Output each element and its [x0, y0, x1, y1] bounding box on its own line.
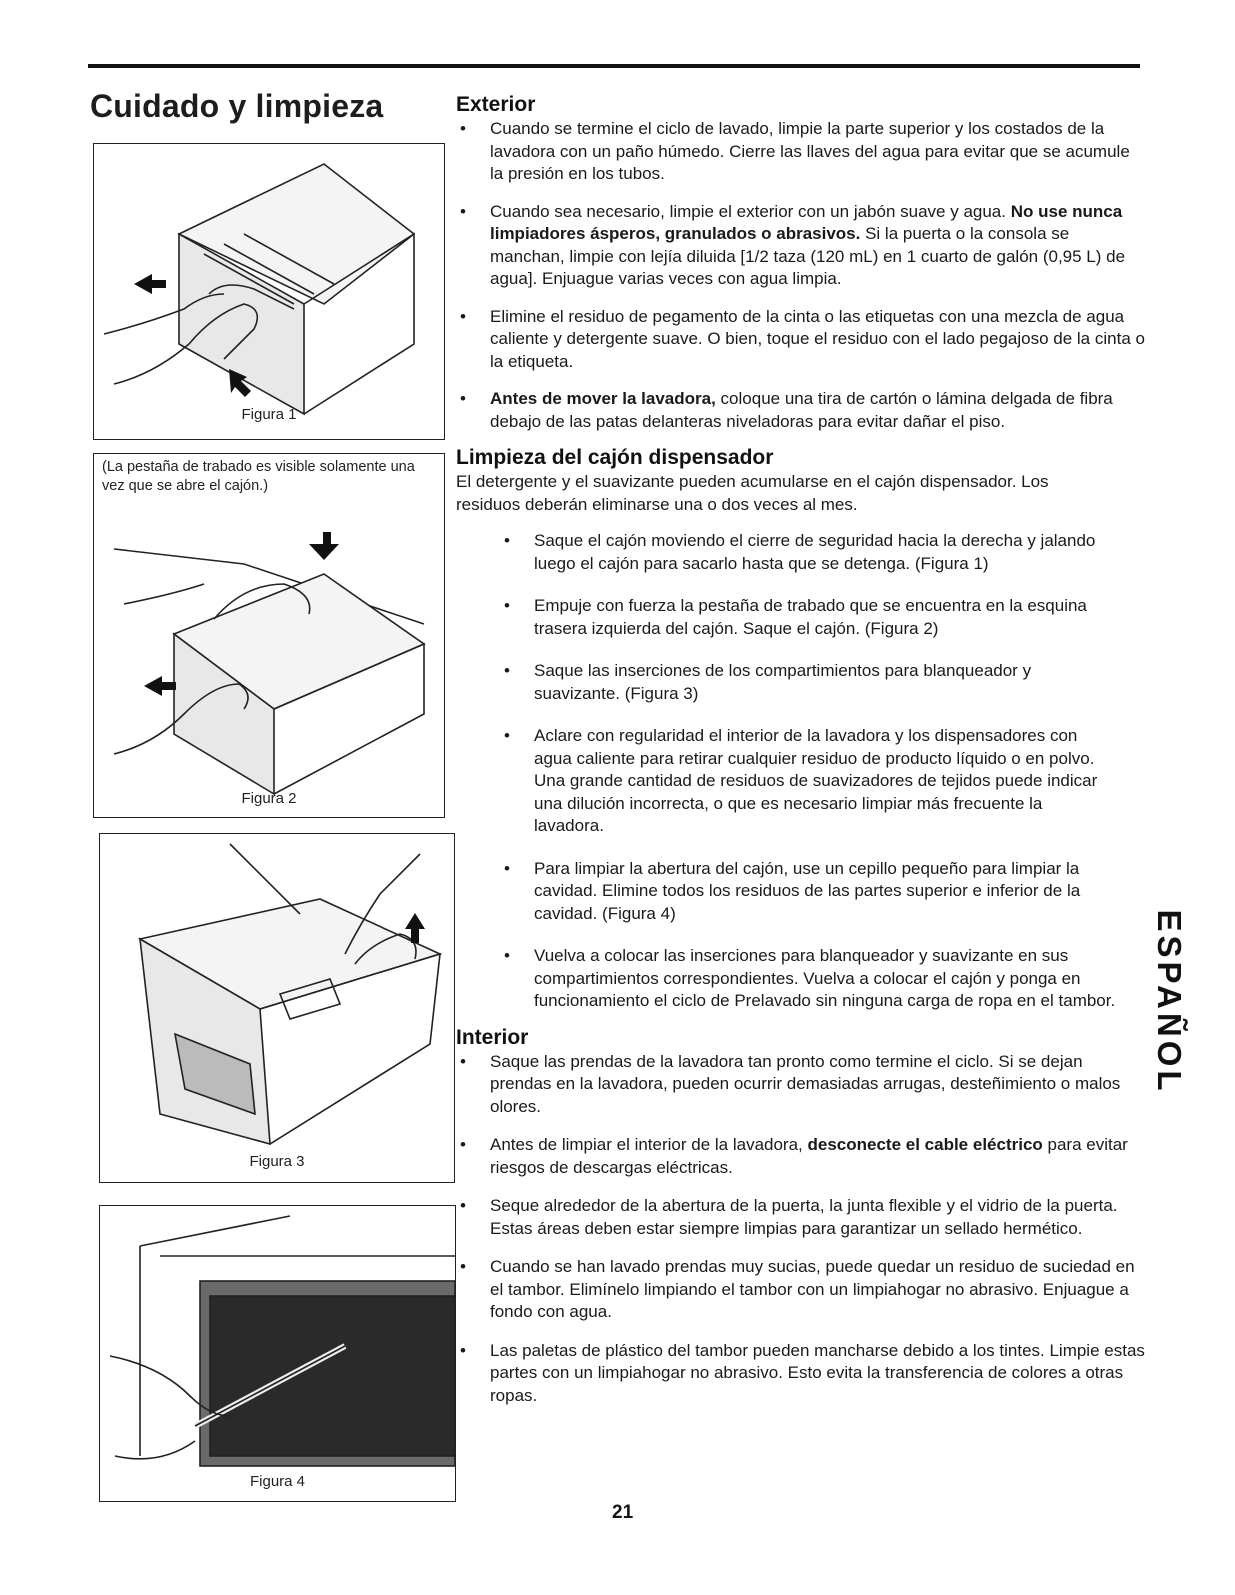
- exterior-list: [456, 118, 1146, 433]
- list-item: • Saque las inserciones de los compartimientos para blanqueador y suavizante. (Figura 3): [456, 660, 1116, 705]
- interior-list: [456, 1051, 1146, 1408]
- list-item: • Saque el cajón moviendo el cierre de seguridad hacia la derecha y jalando luego el cajón para sacarlo hasta que se detenga. (Figura 1): [456, 530, 1116, 575]
- down-arrow-icon: [309, 532, 339, 560]
- page-title: Cuidado y limpieza: [90, 88, 384, 124]
- list-item: • Vuelva a colocar las inserciones para blanqueador y suavizante en sus compartimientos correspondientes. Vuelva a colocar el cajón y ponga en funcionamiento el ciclo de Prelavado sin ninguna carga de ropa en el tambor.: [456, 945, 1116, 1013]
- list-item: • Cuando se han lavado prendas muy sucias, puede quedar un residuo de suciedad en el tambor. Elimínelo limpiando el tambor con un limpiahogar no abrasivo. Enjuague a fondo con agua.: [456, 1256, 1146, 1324]
- list-item: • Saque las prendas de la lavadora tan pronto como termine el ciclo. Si se dejan prendas en la lavadora, pueden ocurrir demasiadas arrugas, desteñimiento o malos olores.: [456, 1051, 1146, 1119]
- figure-2-caption: Figura 2: [241, 790, 297, 807]
- insert-removal-illustration: [100, 834, 454, 1182]
- dispenser-heading: Limpieza del cajón dispensador: [456, 446, 774, 469]
- figure-4: [99, 1205, 456, 1502]
- left-arrow-icon: [134, 274, 166, 294]
- figure-2: [93, 453, 445, 818]
- page-number: 21: [612, 1502, 634, 1523]
- left-arrow-icon: [144, 676, 176, 696]
- list-item: • Las paletas de plástico del tambor pueden mancharse debido a los tintes. Limpie estas partes con un limpiahogar no abrasivo. Esto evita la transferencia de colores a otras ropas.: [456, 1340, 1146, 1408]
- figure-4-caption: Figura 4: [249, 1473, 306, 1490]
- cavity-brush-illustration: [100, 1206, 455, 1501]
- list-item: • Antes de limpiar el interior de la lavadora, desconecte el cable eléctrico para evitar riesgos de descargas eléctricas.: [456, 1134, 1146, 1179]
- top-rule: [88, 64, 1140, 68]
- list-item: • Empuje con fuerza la pestaña de trabado que se encuentra en la esquina trasera izquierda del cajón. Saque el cajón. (Figura 2): [456, 595, 1116, 640]
- figure-1: [93, 143, 445, 440]
- figure-3: [99, 833, 455, 1183]
- exterior-heading: Exterior: [456, 93, 536, 116]
- list-item: • Para limpiar la abertura del cajón, use un cepillo pequeño para limpiar la cavidad. Elimine todos los residuos de las partes superior e inferior de la cavidad. (Figura 4): [456, 858, 1116, 926]
- list-item: • Elimine el residuo de pegamento de la cinta o las etiquetas con una mezcla de agua caliente y detergente suave. O bien, toque el residuo con el lado pegajoso de la cinta o la etiqueta.: [456, 306, 1146, 374]
- list-item: • Aclare con regularidad el interior de la lavadora y los dispensadores con agua caliente para retirar cualquier residuo de producto líquido o en polvo. Una grande cantidad de residuos de suavizadores de tejidos puede indicar una dilución incorrecta, o que es necesario limpiar más frecuente la lavadora.: [456, 725, 1116, 838]
- dispenser-intro: El detergente y el suavizante pueden acumularse en el cajón dispensador. Los residuos deberán eliminarse una o dos veces al mes.: [456, 472, 1049, 514]
- figure-2-note: (La pestaña de trabado es visible solamente una vez que se abre el cajón.): [102, 459, 415, 494]
- language-side-tab: ESPAÑOL: [1151, 909, 1188, 1095]
- drawer-pulled-illustration: [94, 144, 444, 439]
- tab-press-illustration: [94, 454, 444, 817]
- list-item: • Cuando se termine el ciclo de lavado, limpie la parte superior y los costados de la lavadora con un paño húmedo. Cierre las llaves del agua para evitar que se acumule la presión en los tubos.: [456, 118, 1146, 186]
- list-item: • Seque alrededor de la abertura de la puerta, la junta flexible y el vidrio de la puerta. Estas áreas deben estar siempre limpias para garantizar un sellado hermético.: [456, 1195, 1146, 1240]
- main-text-column: [456, 92, 1146, 1407]
- list-item: • Antes de mover la lavadora, coloque una tira de cartón o lámina delgada de fibra debajo de las patas delanteras niveladoras para evitar dañar el piso.: [456, 388, 1146, 433]
- figure-3-caption: Figura 3: [249, 1153, 305, 1170]
- dispenser-list: [456, 530, 1116, 1013]
- list-item: • Cuando sea necesario, limpie el exterior con un jabón suave y agua. No use nunca limpiadores ásperos, granulados o abrasivos. Si la puerta o la consola se manchan, limpie con lejía diluida [1/2 taza (120 mL) en 1 cuarto de galón (0,95 L) de agua]. Enjuague varias veces con agua limpia.: [456, 201, 1146, 291]
- interior-heading: Interior: [456, 1025, 529, 1049]
- figure-1-caption: Figura 1: [241, 406, 297, 423]
